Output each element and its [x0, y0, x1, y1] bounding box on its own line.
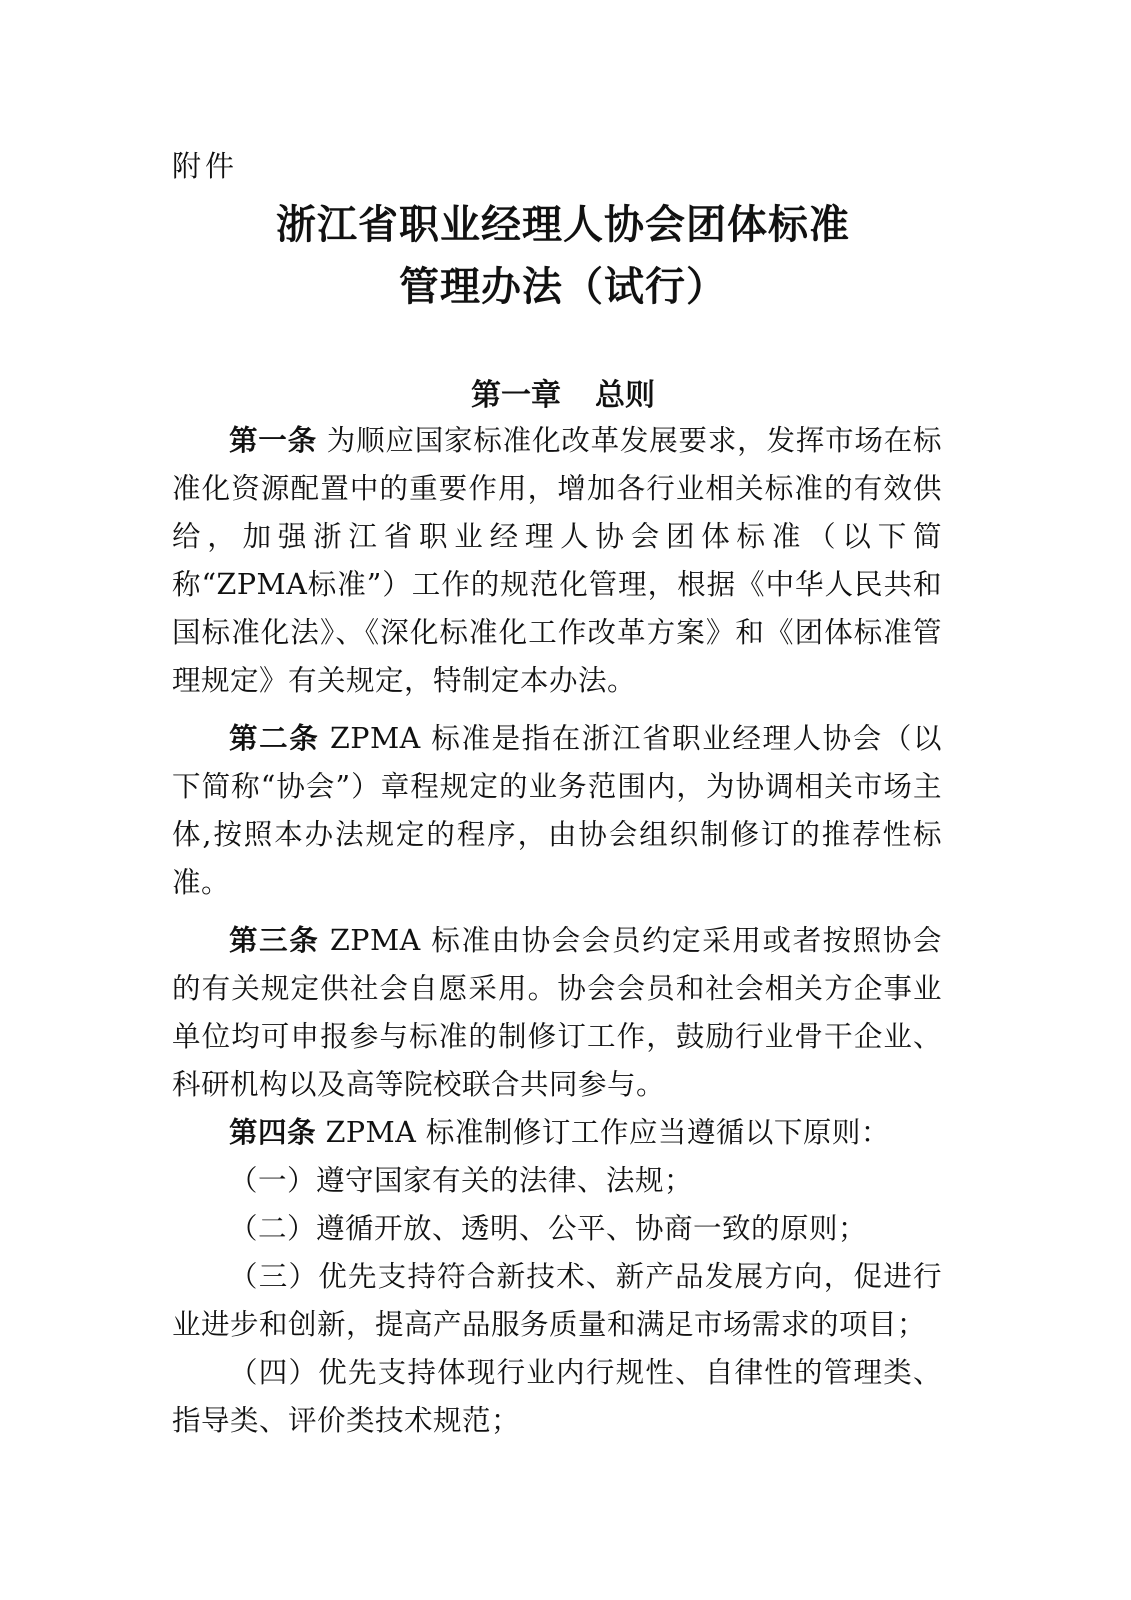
article-label: 第三条 [229, 924, 320, 957]
chapter-heading [160, 374, 966, 418]
article-3 [172, 917, 942, 1109]
article-label: 第二条 [229, 722, 320, 755]
article-text: 为顺应国家标准化改革发展要求，发挥市场在标准化资源配置中的重要作用，增加各行业相关标准的有效供给，加强浙江省职业经理人协会团体标准（以下简称“ZPMA标准”）工作的规范化管理，根据《中华人民共和国标准化法》、《深化标准化工作改革方案》和《团体标准管理规定》有关规定，特制定本办法。 [172, 424, 942, 697]
attachment-label: 附件 [172, 149, 239, 183]
document-body [172, 417, 942, 1445]
principle-item-2: （二）遵循开放、透明、公平、协商一致的原则； [229, 1212, 868, 1245]
article-text: ZPMA 标准制修订工作应当遵循以下原则： [316, 1116, 890, 1149]
article-label: 第四条 [229, 1116, 317, 1149]
article-text: ZPMA 标准由协会会员约定采用或者按照协会的有关规定供社会自愿采用。协会会员和社会相关方企事业单位均可申报参与标准的制修订工作，鼓励行业骨干企业、科研机构以及高等院校联合共同参与。 [172, 924, 942, 1101]
article-4 [172, 1109, 942, 1157]
article-text: ZPMA 标准是指在浙江省职业经理人协会（以下简称“协会”）章程规定的业务范围内，为协调相关市场主体,按照本办法规定的程序，由协会组织制修订的推荐性标准。 [172, 722, 942, 899]
document-title-line-1: 浙江省职业经理人协会团体标准 [276, 202, 850, 248]
principle-item-1: （一）遵守国家有关的法律、法规； [229, 1164, 694, 1197]
principle-item-4: （四）优先支持体现行业内行规性、自律性的管理类、指导类、评价类技术规范； [172, 1356, 942, 1437]
article-1 [172, 417, 942, 705]
article-2 [172, 715, 942, 907]
chapter-number: 第一章 [471, 378, 561, 413]
document-title-line-2: 管理办法（试行） [399, 264, 727, 310]
principle-item-3: （三）优先支持符合新技术、新产品发展方向，促进行业进步和创新，提高产品服务质量和满足市场需求的项目； [172, 1260, 942, 1341]
article-label: 第一条 [229, 424, 317, 457]
chapter-name: 总则 [595, 378, 655, 413]
